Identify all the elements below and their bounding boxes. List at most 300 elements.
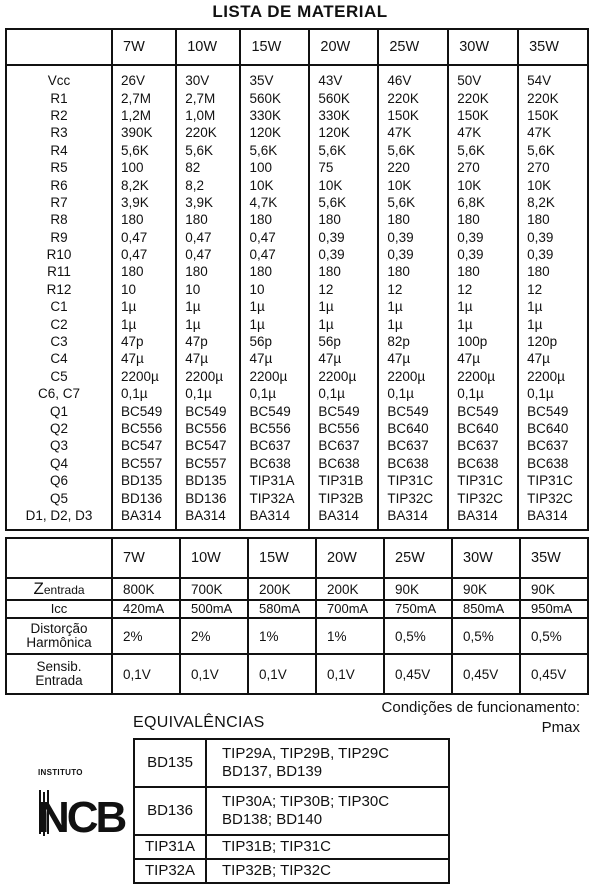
sensib-value: 0,45V (520, 654, 588, 694)
component-value: 1µ (112, 315, 176, 332)
distorcao-value: 1% (316, 618, 384, 654)
component-value: BC638 (518, 455, 588, 472)
logo-letters: NCB (38, 793, 125, 842)
component-value: 1µ (240, 315, 309, 332)
ncb-institute-logo (30, 768, 125, 842)
equivalence-line1: TIP31B; TIP31C (222, 838, 331, 855)
component-row (6, 298, 588, 315)
equivalence-row (134, 859, 449, 883)
component-value: 2200µ (176, 368, 240, 385)
component-value: TIP31C (448, 472, 518, 489)
zentrada-value: 90K (452, 578, 520, 600)
component-value: 180 (518, 211, 588, 228)
component-value: 1µ (378, 315, 448, 332)
component-value: BC549 (240, 402, 309, 419)
component-value: 5,6K (309, 142, 378, 159)
distortion-label (6, 618, 112, 654)
component-value: 56p (309, 333, 378, 350)
component-value: TIP32B (309, 489, 378, 506)
component-value: 150K (448, 107, 518, 124)
component-value: 0,39 (448, 229, 518, 246)
component-value: 220K (176, 124, 240, 141)
equivalence-part: TIP32A (134, 859, 206, 883)
sensib-value: 0,1V (316, 654, 384, 694)
component-value: 0,1µ (240, 385, 309, 402)
component-value: BA314 (518, 507, 588, 530)
component-name: R9 (50, 229, 68, 245)
equivalence-part: BD136 (134, 787, 206, 835)
component-value: 10 (240, 281, 309, 298)
component-value: 47K (378, 124, 448, 141)
component-row (6, 333, 588, 350)
component-value: BC638 (240, 455, 309, 472)
component-value: 5,6K (112, 142, 176, 159)
component-value: 3,9K (176, 194, 240, 211)
component-value: BC637 (240, 437, 309, 454)
component-value: 270 (518, 159, 588, 176)
component-value: 43V (309, 65, 378, 89)
power-header: 20W (316, 538, 384, 578)
component-value: 50V (448, 65, 518, 89)
component-value: 10K (309, 176, 378, 193)
component-value: 4,7K (240, 194, 309, 211)
component-value: BA314 (448, 507, 518, 530)
component-value: 10 (176, 281, 240, 298)
component-row (6, 315, 588, 332)
component-value: 10K (378, 176, 448, 193)
component-value: 47p (176, 333, 240, 350)
header-empty-cell (6, 29, 112, 65)
component-value: 0,1µ (518, 385, 588, 402)
component-value: BA314 (112, 507, 176, 530)
component-value: BC549 (448, 402, 518, 419)
component-value: 0,47 (112, 246, 176, 263)
component-value: BD135 (112, 472, 176, 489)
component-value: 5,6K (240, 142, 309, 159)
component-row (6, 350, 588, 367)
power-header: 35W (518, 29, 588, 65)
component-value: 12 (378, 281, 448, 298)
component-value: BD136 (112, 489, 176, 506)
component-value: 47µ (112, 350, 176, 367)
zentrada-value: 200K (316, 578, 384, 600)
operating-conditions-note (382, 698, 580, 737)
component-value: 5,6K (518, 142, 588, 159)
component-value: 560K (240, 89, 309, 106)
component-value: BC557 (176, 455, 240, 472)
component-value: BC640 (448, 420, 518, 437)
component-value: 0,39 (309, 246, 378, 263)
distorcao-value: 0,5% (452, 618, 520, 654)
component-value: TIP31B (309, 472, 378, 489)
power-header: 25W (384, 538, 452, 578)
component-value: 1µ (518, 315, 588, 332)
component-name: C6, C7 (37, 386, 81, 402)
component-value: 0,47 (240, 229, 309, 246)
power-header: 7W (112, 538, 180, 578)
component-name: C3 (50, 334, 68, 350)
component-name: Q2 (49, 421, 68, 436)
component-row (6, 455, 588, 472)
component-value: BC549 (309, 402, 378, 419)
component-name: Vcc (47, 73, 71, 89)
component-value: 47K (518, 124, 588, 141)
component-value: 2200µ (112, 368, 176, 385)
component-value: BC638 (448, 455, 518, 472)
component-row (6, 229, 588, 246)
component-value: 180 (378, 211, 448, 228)
component-value: 180 (448, 263, 518, 280)
sensitivity-row (6, 654, 588, 694)
distorcao-value: 0,5% (520, 618, 588, 654)
component-value: 5,6K (378, 142, 448, 159)
component-value: 120K (240, 124, 309, 141)
sensitivity-label-line2: Entrada (35, 673, 83, 688)
component-value: 180 (378, 263, 448, 280)
power-header: 25W (378, 29, 448, 65)
component-row (6, 211, 588, 228)
component-value: BC637 (378, 437, 448, 454)
icc-value: 850mA (452, 600, 520, 618)
component-value: BA314 (176, 507, 240, 530)
sensib-value: 0,1V (180, 654, 248, 694)
component-value: TIP32A (240, 489, 309, 506)
component-value: 0,47 (176, 229, 240, 246)
component-value: 2200µ (518, 368, 588, 385)
component-value: BC557 (112, 455, 176, 472)
component-value: 2200µ (309, 368, 378, 385)
distortion-label-line1: Distorção (30, 621, 88, 636)
component-row (6, 263, 588, 280)
component-row (6, 281, 588, 298)
component-value: 6,8K (448, 194, 518, 211)
component-value: 8,2K (518, 194, 588, 211)
component-name: R11 (47, 264, 71, 280)
icc-value: 950mA (520, 600, 588, 618)
header-empty-cell (6, 538, 112, 578)
equivalence-alternatives (206, 835, 449, 859)
component-value: 100 (240, 159, 309, 176)
component-value: 47p (112, 333, 176, 350)
sensib-value: 0,1V (248, 654, 316, 694)
component-value: 330K (240, 107, 309, 124)
distorcao-value: 0,5% (384, 618, 452, 654)
component-value: 180 (240, 263, 309, 280)
component-value: 82 (176, 159, 240, 176)
distortion-label-line2: Harmônica (26, 635, 92, 650)
component-row (6, 89, 588, 106)
component-name: C4 (50, 351, 68, 367)
material-header-row (6, 29, 588, 65)
power-header: 15W (248, 538, 316, 578)
component-value: 10K (448, 176, 518, 193)
component-value: 180 (112, 263, 176, 280)
component-name: R8 (50, 212, 68, 228)
component-value: 47µ (309, 350, 378, 367)
zentrada-label (6, 578, 112, 600)
component-value: 26V (112, 65, 176, 89)
component-row (6, 472, 588, 489)
characteristics-header-row (6, 538, 588, 578)
component-name: C5 (50, 368, 68, 384)
component-value: BC549 (378, 402, 448, 419)
component-value: 47µ (378, 350, 448, 367)
component-value: BC549 (176, 402, 240, 419)
zentrada-row (6, 578, 588, 600)
component-name: Q5 (49, 490, 68, 506)
component-value: 120K (309, 124, 378, 141)
component-name: R7 (50, 194, 68, 210)
component-name: Q1 (49, 403, 68, 419)
component-value: 0,47 (112, 229, 176, 246)
component-value: 180 (309, 211, 378, 228)
component-value: 54V (518, 65, 588, 89)
logo-institute-text: INSTITUTO (38, 768, 83, 777)
sensitivity-label (6, 654, 112, 694)
component-value: 5,6K (378, 194, 448, 211)
component-value: 0,39 (378, 229, 448, 246)
icc-value: 420mA (112, 600, 180, 618)
component-value: TIP32C (518, 489, 588, 506)
zentrada-value: 700K (180, 578, 248, 600)
component-value: 2,7M (112, 89, 176, 106)
component-value: 10K (240, 176, 309, 193)
component-value: 330K (309, 107, 378, 124)
component-value: BA314 (309, 507, 378, 530)
equivalence-part: TIP31A (134, 835, 206, 859)
component-value: 220K (518, 89, 588, 106)
component-value: BC547 (112, 437, 176, 454)
component-row (6, 107, 588, 124)
characteristics-table (5, 537, 589, 695)
component-value: 150K (378, 107, 448, 124)
component-value: 35V (240, 65, 309, 89)
component-name: R1 (50, 90, 68, 106)
component-value: 12 (448, 281, 518, 298)
component-value: BC556 (176, 420, 240, 437)
sensib-value: 0,45V (452, 654, 520, 694)
component-value: 2,7M (176, 89, 240, 106)
component-name: R12 (46, 281, 72, 297)
equivalence-line2: BD138; BD140 (222, 811, 323, 828)
zentrada-value: 800K (112, 578, 180, 600)
component-value: 180 (176, 263, 240, 280)
component-value: 270 (448, 159, 518, 176)
component-value: 82p (378, 333, 448, 350)
component-value: BC556 (240, 420, 309, 437)
equivalence-row (134, 835, 449, 859)
component-value: 1,2M (112, 107, 176, 124)
component-value: BC637 (518, 437, 588, 454)
component-row (6, 142, 588, 159)
component-value: 75 (309, 159, 378, 176)
component-value: 0,39 (378, 246, 448, 263)
equivalences-title: EQUIVALÊNCIAS (133, 714, 265, 731)
component-value: 10K (518, 176, 588, 193)
sensib-value: 0,45V (384, 654, 452, 694)
component-row (6, 246, 588, 263)
component-value: BC556 (112, 420, 176, 437)
equivalence-row (134, 739, 449, 787)
equivalence-line1: TIP29A, TIP29B, TIP29C (222, 745, 390, 762)
component-value: 0,39 (518, 229, 588, 246)
component-value: 220 (378, 159, 448, 176)
equivalence-line1: TIP32B; TIP32C (222, 862, 331, 879)
component-value: 1µ (240, 298, 309, 315)
component-value: 0,1µ (378, 385, 448, 402)
component-name: Q6 (49, 473, 68, 489)
component-value: 47µ (176, 350, 240, 367)
component-value: 12 (309, 281, 378, 298)
component-value: 390K (112, 124, 176, 141)
component-row (6, 489, 588, 506)
component-name: Q3 (49, 438, 68, 454)
component-value: 30V (176, 65, 240, 89)
component-value: BA314 (378, 507, 448, 530)
component-name: R6 (50, 177, 68, 193)
equivalence-line1: TIP30A; TIP30B; TIP30C (222, 793, 390, 810)
component-value: 0,1µ (176, 385, 240, 402)
component-row (6, 65, 588, 89)
icc-value: 500mA (180, 600, 248, 618)
icc-value: 580mA (248, 600, 316, 618)
component-value: 100 (112, 159, 176, 176)
equivalences-table (133, 738, 450, 884)
component-value: BC549 (112, 402, 176, 419)
component-value: 56p (240, 333, 309, 350)
component-value: BC556 (309, 420, 378, 437)
component-row (6, 124, 588, 141)
component-value: 0,39 (309, 229, 378, 246)
component-value: 47µ (240, 350, 309, 367)
icc-row (6, 600, 588, 618)
component-value: 220K (448, 89, 518, 106)
power-header: 20W (309, 29, 378, 65)
component-row (6, 385, 588, 402)
power-header: 10W (176, 29, 240, 65)
component-value: BC637 (309, 437, 378, 454)
conditions-line1: Condições de funcionamento: (381, 699, 580, 716)
distorcao-value: 2% (180, 618, 248, 654)
power-header: 7W (112, 29, 176, 65)
component-value: 12 (518, 281, 588, 298)
power-header: 30W (448, 29, 518, 65)
component-value: 1µ (176, 298, 240, 315)
component-value: BC638 (378, 455, 448, 472)
component-value: 2200µ (378, 368, 448, 385)
component-value: 0,1µ (448, 385, 518, 402)
component-value: 47µ (448, 350, 518, 367)
icc-label: Icc (6, 600, 112, 618)
component-value: 150K (518, 107, 588, 124)
component-name: R3 (50, 125, 68, 141)
component-value: BC640 (378, 420, 448, 437)
component-value: 5,6K (309, 194, 378, 211)
power-header: 10W (180, 538, 248, 578)
power-header: 15W (240, 29, 309, 65)
component-value: 180 (112, 211, 176, 228)
component-value: TIP32C (378, 489, 448, 506)
component-value: 8,2 (176, 176, 240, 193)
component-value: 180 (518, 263, 588, 280)
equivalence-alternatives (206, 739, 449, 787)
power-header: 30W (452, 538, 520, 578)
equivalence-part: BD135 (134, 739, 206, 787)
component-value: 5,6K (176, 142, 240, 159)
component-value: 0,39 (448, 246, 518, 263)
component-value: 1µ (309, 315, 378, 332)
component-row (6, 420, 588, 437)
component-value: 46V (378, 65, 448, 89)
component-value: 47K (448, 124, 518, 141)
component-value: BA314 (240, 507, 309, 530)
zentrada-value: 200K (248, 578, 316, 600)
component-value: 0,47 (176, 246, 240, 263)
component-value: 1µ (176, 315, 240, 332)
component-value: 180 (176, 211, 240, 228)
component-name: R2 (50, 107, 68, 123)
component-value: BC638 (309, 455, 378, 472)
component-value: 120p (518, 333, 588, 350)
icc-value: 700mA (316, 600, 384, 618)
component-value: 560K (309, 89, 378, 106)
component-value: 2200µ (240, 368, 309, 385)
component-value: BD136 (176, 489, 240, 506)
component-value: 1µ (309, 298, 378, 315)
component-value: 0,39 (518, 246, 588, 263)
component-value: 10 (112, 281, 176, 298)
component-row (6, 507, 588, 530)
zentrada-value: 90K (520, 578, 588, 600)
component-value: 0,1µ (309, 385, 378, 402)
ncb-logo-mark (30, 768, 125, 842)
equivalence-row (134, 787, 449, 835)
component-value: BD135 (176, 472, 240, 489)
component-value: BC640 (518, 420, 588, 437)
component-name: D1, D2, D3 (25, 507, 93, 523)
component-row (6, 176, 588, 193)
component-name: R10 (46, 247, 72, 263)
power-header: 35W (520, 538, 588, 578)
sensitivity-label-line1: Sensib. (36, 659, 82, 674)
component-row (6, 437, 588, 454)
icc-value: 750mA (384, 600, 452, 618)
equivalence-alternatives (206, 859, 449, 883)
conditions-line2: Pmax (541, 719, 580, 736)
component-name: R4 (50, 142, 68, 158)
component-value: TIP31A (240, 472, 309, 489)
component-value: BC547 (176, 437, 240, 454)
component-name: Q4 (49, 455, 68, 471)
document-title: LISTA DE MATERIAL (212, 2, 388, 21)
component-value: 1µ (112, 298, 176, 315)
component-row (6, 368, 588, 385)
component-value: TIP31C (378, 472, 448, 489)
component-row (6, 194, 588, 211)
component-value: 180 (448, 211, 518, 228)
component-name: C1 (50, 299, 68, 315)
component-value: 8,2K (112, 176, 176, 193)
component-value: TIP32C (448, 489, 518, 506)
component-value: 220K (378, 89, 448, 106)
component-value: 0,1µ (112, 385, 176, 402)
component-value: 1,0M (176, 107, 240, 124)
component-value: 180 (309, 263, 378, 280)
component-value: BC637 (448, 437, 518, 454)
equivalence-line2: BD137, BD139 (222, 763, 323, 780)
distorcao-value: 2% (112, 618, 180, 654)
component-name: C2 (50, 316, 68, 332)
